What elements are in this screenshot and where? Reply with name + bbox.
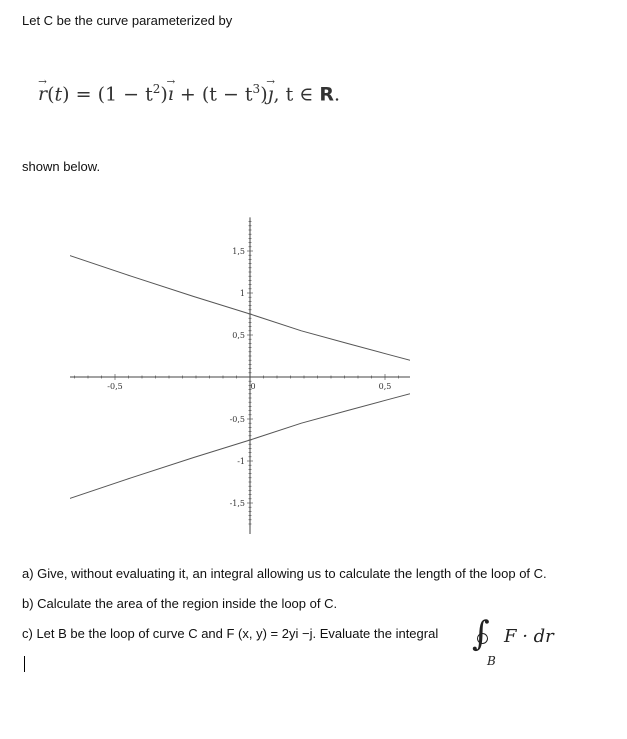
reals-symbol: R [319,83,335,106]
exponent-3: 3 [252,82,261,96]
formula-plus: + (t − t [173,83,253,106]
x-tick-label: 0 [250,382,256,391]
contour-circle-icon [477,633,488,644]
parametric-formula: → $r(t) = (1 - t^2)\to$ ı + $(t - t^3)\to$ ȷ, t ∈ R. [38,82,340,105]
y-tick-label: -1,5 [229,499,245,508]
formula-domain: , t ∈ [273,83,320,106]
line-integral [470,612,580,674]
i-vector-symbol: → ı [168,83,174,105]
y-tick-label: 1 [239,289,245,298]
formula-part3: ) [260,83,268,106]
formula-end: . [334,83,341,106]
curve-chart [70,205,410,535]
y-tick-label: 1,5 [232,247,245,256]
question-a: a) Give, without evaluating it, an integral allowing us to calculate the length of the loop of C. [22,566,547,581]
question-c: c) Let B be the loop of curve C and F (x, y) = 2yi −j. Evaluate the integral [22,626,439,641]
integral-subscript: B [487,654,496,668]
j-vector-symbol: → ȷ [268,83,274,105]
r-vector-symbol: → r [38,83,47,105]
question-b: b) Calculate the area of the region inside the loop of C. [22,596,338,611]
text-cursor [24,656,25,672]
x-tick-label: -0,5 [107,382,123,391]
integral-sign: ∫ [472,614,490,654]
intro-text: Let C be the curve parameterized by [22,13,233,28]
chart-ticks [70,222,410,524]
t-symbol: t [54,83,63,106]
y-tick-label: -1 [237,457,245,466]
shown-below-text: shown below. [22,159,101,174]
x-tick-label: 0,5 [378,382,392,391]
exponent-2: 2 [152,82,161,96]
integral-expression: F · dr [504,626,554,647]
y-tick-label: -0,5 [229,415,245,424]
chart-axes [70,217,410,534]
formula-part2: ) [160,83,168,106]
y-tick-label: 0,5 [232,331,245,340]
formula-part1: (1 − t [97,83,153,106]
